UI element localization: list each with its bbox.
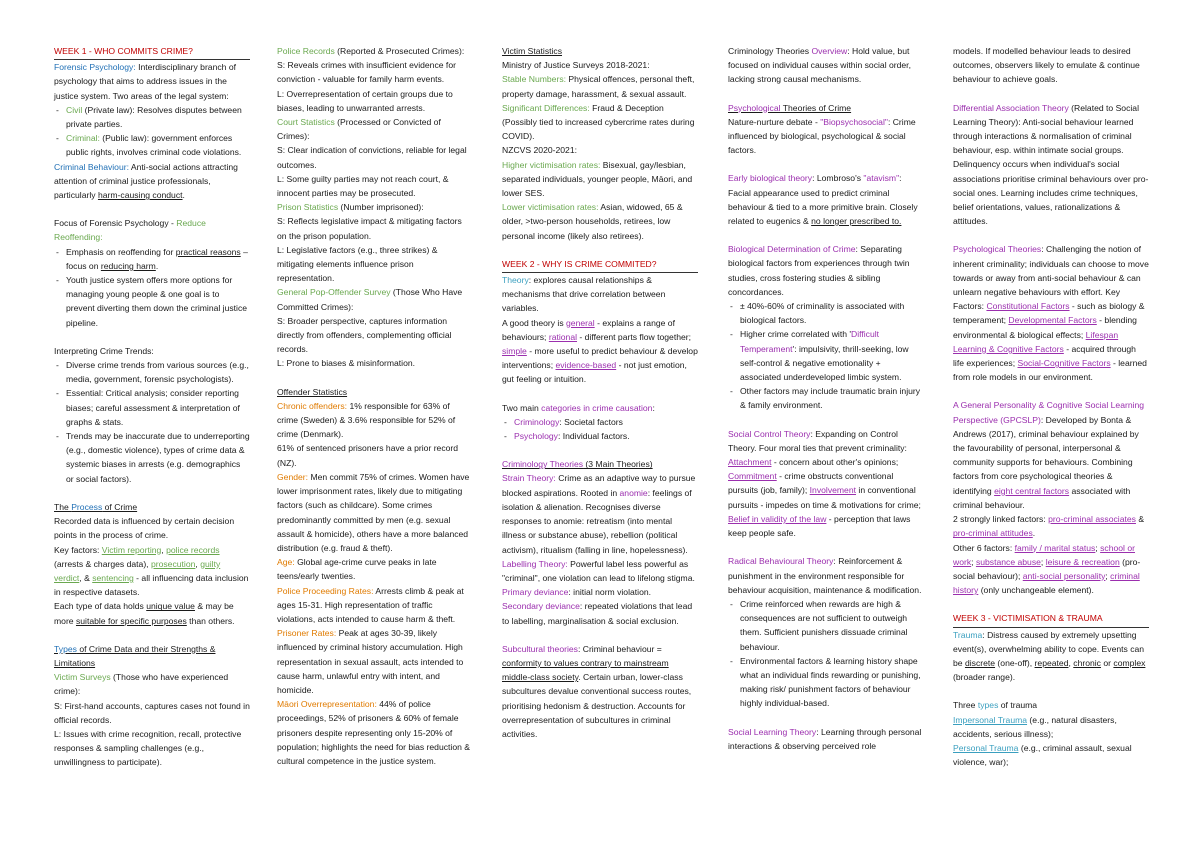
psych-theories-heading: Psychological Theories of Crime [728, 102, 852, 113]
police-records-limitation: L: Overrepresentation of certain groups due to biases, leading to unwarranted arrests. [277, 88, 453, 113]
social-control-para: Social Control Theory: Expanding on Control Theory. Four moral ties that prevent criminality: Attachment - concern about other's opinions; Commitment - crime obstructs conventional pursuits (job, family); Involvement in conventional pursuits - impedes on time & motivations for crime; Belief in validity of the law - perception that laws keep people safe. [728, 428, 921, 539]
court-stats-para: Court Statistics (Processed or Convicted of Crimes): [277, 117, 441, 142]
focus-heading: Focus of Forensic Psychology - Reduce Reoffending: [54, 218, 206, 243]
victim-stats-heading: Victim Statistics [502, 46, 563, 56]
bio-list [728, 299, 924, 413]
list-item: - Crime reinforced when rewards are high & consequences are not sufficient to outweigh them. Sufficient punishers dissuade criminal behaviour. [728, 597, 924, 654]
gen-pop-strength: S: Broader perspective, captures information directly from offenders, complementing official records. [277, 315, 452, 355]
social-learning-para: Social Learning Theory: Learning through personal interactions & observing perceived role [728, 726, 922, 751]
overview-para: Criminology Theories Overview: Hold value, but focused on individual causes within social order, lacking strong causal mechanisms. [728, 46, 911, 85]
prison-stats-para: Prison Statistics (Number imprisoned): [277, 202, 424, 213]
list-item: - Criminal: (Public law): government enforces public rights, involves criminal code violations. [54, 131, 250, 159]
stable-numbers-para: Stable Numbers: Physical offences, personal theft, property damage, harassment, & sexual assault. [502, 74, 695, 99]
week-1-heading: WEEK 1 - WHO COMMITS CRIME? [54, 44, 250, 60]
chronic-offenders-para: Chronic offenders: 1% responsible for 63% of crime (Sweden) & 3.6% responsible for 52% of crime (Denmark). [277, 400, 456, 440]
gen-pop-limitation: L: Prone to biases & misinformation. [277, 358, 416, 369]
column-5 [953, 44, 1149, 769]
week-2-heading: WEEK 2 - WHY IS CRIME COMMITED? [502, 257, 698, 273]
maori-para: Māori Overrepresentation: 44% of police proceedings, 52% of prisoners & 60% of female prisoners despite representing only 15-20% of population; highlights the need for bias reduction & cultural competence in the justice system. [277, 699, 471, 766]
significant-diff-para: Significant Differences: Fraud & Deception (Possibly tied to increased cybercrime rates during COVID). [502, 102, 695, 142]
gpcslp-para: A General Personality & Cognitive Social Learning Perspective (GPCSLP): Developed by Bonta & Andrews (2017), criminal behaviour explained by the favourability of personal, interpersonal & community supports for behaviours. Combining factors from core psychological theories & identifying eight central factors associated with criminal behaviour. [953, 400, 1145, 510]
moj-surveys: Ministry of Justice Surveys 2018-2021: [502, 60, 650, 71]
nzcvs-heading: NZCVS 2020-2021: [502, 145, 577, 156]
column-1 [54, 44, 250, 770]
secondary-deviance-para: Secondary deviance: repeated violations that lead to labelling, marginalisation & social exclusion. [502, 601, 693, 626]
trauma-para: Trauma: Distress caused by extremely upsetting event(s), overwhelming ability to cope. Events can be discrete (one-off), repeated, chronic or complex (broader range). [953, 629, 1146, 683]
other-factors-para: Other 6 factors: family / marital status; school or work; substance abuse; leisure & recreation (pro-social behaviour); anti-social personality; criminal history (only unchangeable element). [953, 542, 1141, 596]
list-item: - Civil (Private law): Resolves disputes between private parties. [54, 103, 250, 131]
list-item: - Higher crime correlated with 'Difficult Temperament': impulsivity, thrill-seeking, low self-control & negative emotionality + associated underdeveloped limbic system. [728, 327, 924, 384]
forensic-psychology-para: Forensic Psychology: Interdisciplinary branch of psychology that aims to address issues in the justice system. Two areas of the legal system: [54, 62, 236, 101]
list-item: - ± 40%-60% of criminality is associated with biological factors. [728, 299, 924, 327]
key-factors-para: Key factors: Victim reporting, police records (arrests & charges data), prosecution, guilty verdict, & sentencing - all influencing data inclusion in respective datasets. [54, 544, 249, 598]
radical-list [728, 597, 924, 711]
trauma-types-heading: Three types of trauma [953, 700, 1038, 711]
two-main-heading: Two main categories in crime causation: [502, 402, 655, 413]
week-3-heading: WEEK 3 - VICTIMISATION & TRAUMA [953, 611, 1149, 627]
bio-determination-para: Biological Determination of Crime: Separating biological factors from experiences through twin studies, cross fostering studies & sibling concordances. [728, 244, 910, 297]
two-factors-para: 2 strongly linked factors: pro-criminal associates & pro-criminal attitudes. [953, 514, 1145, 539]
age-para: Age: Global age-crime curve peaks in late teens/early twenties. [277, 557, 437, 582]
continuation-para: models. If modelled behaviour leads to desired outcomes, observers likely to emulate & continue behaviour to achieve goals. [953, 46, 1140, 85]
early-bio-para: Early biological theory: Lombroso's "atavism": Facial appearance used to predict criminal behaviour & tied to a more primitive brain. Closely related to eugenics & no longer prescribed to. [728, 173, 918, 227]
victim-surveys-strength: S: First-hand accounts, captures cases not found in official records. [54, 700, 250, 725]
victim-surveys-para: Victim Surveys (Those who have experienced crime): [54, 672, 229, 697]
victim-surveys-limitation: L: Issues with crime recognition, recall, protective responses & sampling challenges (e.g., unwillingness to participate). [54, 728, 242, 768]
lower-victimisation-para: Lower victimisation rates: Asian, widowed, 65 & older, >two-person households, retirees, low personal income (likely also retirees). [502, 202, 683, 241]
police-records-para: Police Records (Reported & Prosecuted Crimes): [277, 46, 465, 56]
criminology-theories-heading: Criminology Theories (3 Main Theories) [502, 459, 653, 470]
column-4 [728, 44, 924, 753]
process-text: Recorded data is influenced by certain decision points in the process of crime. [54, 516, 235, 541]
list-item: - Psychology: Individual factors. [502, 429, 698, 443]
column-2 [277, 44, 473, 768]
legal-areas-list [54, 103, 250, 160]
trends-heading: Interpreting Crime Trends: [54, 345, 154, 356]
police-proceeding-para: Police Proceeding Rates: Arrests climb & peak at ages 15-31. High representation of traffic violations, acts intended to cause harm & theft. [277, 585, 464, 624]
higher-victimisation-para: Higher victimisation rates: Bisexual, gay/lesbian, separated individuals, younger people, Māori, and lower SES. [502, 159, 693, 199]
column-3 [502, 44, 698, 741]
subcultural-para: Subcultural theories: Criminal behaviour = conformity to values contrary to mainstream middle-class society. Certain urban, lower-class subcultures devalue conventional success routes, prioritising hedonism & destruction. Accounts for overrepresentation of subcultures in criminal activities. [502, 643, 692, 739]
list-item: - Criminology: Societal factors [502, 415, 698, 429]
labelling-theory-para: Labelling Theory: Powerful label less powerful as "criminal", one violation can lead to lifelong stigma. Primary deviance: initial norm violation. [502, 558, 695, 598]
gender-para: Gender: Men commit 75% of crimes. Women have lower imprisonment rates, likely due to mitigating factors (such as childcare). Some crimes predominantly committed by men (e.g. sexual assault & homicide), others have a more balanced distribution (e.g. fraud & theft). [277, 471, 470, 553]
good-theory-para: A good theory is general - explains a range of behaviours; rational - different parts flow together; simple - more useful to predict behaviour & develop interventions; evidence-based - not just emotion, gut feeling or intuition. [502, 317, 698, 385]
process-heading: The Process of Crime [54, 501, 138, 512]
list-item: - Other factors may include traumatic brain injury & family environment. [728, 384, 924, 412]
psych-theories-para: Psychological Theories: Challenging the notion of inherent criminality; individuals can choose to move towards or away from anti-social behaviour & can unlearn negative behaviours with effort. Key Factors: Constitutional Factors - such as biology & temperament; Developmental Factors - blending environmental & biological effects; Lifespan Learning & Cognitive Factors - acquired through life experiences; Social-Cognitive Factors - learned from role models in our environment. [953, 244, 1149, 383]
types-heading: Types of Crime Data and their Strengths & Limitations [54, 643, 216, 668]
personal-trauma-para: Personal Trauma (e.g., criminal assault, sexual violence, war); [953, 742, 1132, 768]
offender-stats-heading: Offender Statistics [277, 386, 348, 397]
list-item: - Essential: Critical analysis; consider reporting biases; careful assessment & interpretation of graphs & stats. [54, 386, 250, 429]
prison-stats-strength: S: Reflects legislative impact & mitigating factors on the prison population. [277, 216, 462, 241]
trends-list [54, 358, 250, 486]
focus-list [54, 245, 250, 330]
data-value-para: Each type of data holds unique value & may be more suitable for specific purposes than others. [54, 601, 235, 626]
impersonal-trauma-para: Impersonal Trauma (e.g., natural disasters, accidents, serious illness); [953, 714, 1117, 739]
list-item: - Environmental factors & learning history shape what an individual finds rewarding or punishing, making risk/ punishment factors of behaviour highly individual-based. [728, 654, 924, 711]
criminal-behaviour-para: Criminal Behaviour: Anti-social actions attracting attention of criminal justice professionals, particularly harm-causing conduct. [54, 161, 238, 201]
list-item: - Diverse crime trends from various sources (e.g., media, government, forensic psychologists). [54, 358, 250, 386]
causation-list [502, 415, 698, 443]
radical-behavioural-para: Radical Behavioural Theory: Reinforcement & punishment in the environment responsible for behaviour acquisition, maintenance & modification. [728, 556, 922, 595]
differential-association-para: Differential Association Theory (Related to Social Learning Theory): Anti-social behaviour learned through interactions & normalisation of criminal behaviour, esp. within intimate social groups. Delinquency occurs when individual's social associations prioritise criminal behaviours over pro-social ones. Learning includes crime techniques, belief orientations, values, rationalizations & attitudes. [953, 102, 1149, 227]
theory-para: Theory: explores causal relationships & mechanisms that drive correlation between variables. [502, 275, 666, 314]
list-item: - Emphasis on reoffending for practical reasons – focus on reducing harm. [54, 245, 250, 273]
strain-theory-para: Strain Theory: Crime as an adaptive way to pursue blocked aspirations. Rooted in anomie: feelings of isolation & alienation. Recognises diverse responses to anomie: retreatism (into mental illness or substance abuse), rebellion (political activism), ritualism (falling in line, hopelessness). [502, 473, 696, 555]
nature-nurture-para: Nature-nurture debate - "Biopsychosocial": Crime influenced by biological, psychological & social factors. [728, 116, 916, 156]
prisoner-rates-para: Prisoner Rates: Peak at ages 30-39, likely influenced by criminal history accumulation. High representation in sexual assault, acts intended to cause harm, unlawful entry with intent, and homicide. [277, 628, 464, 695]
gen-pop-para: General Pop-Offender Survey (Those Who Have Committed Crimes): [277, 287, 463, 312]
prior-record-para: 61% of sentenced prisoners have a prior record (NZ). [277, 443, 459, 468]
prison-stats-limitation: L: Legislative factors (e.g., three strikes) & mitigating elements influence prison representation. [277, 244, 438, 284]
police-records-strength: S: Reveals crimes with insufficient evidence for conviction - valuable for family harm events. [277, 60, 456, 85]
court-stats-limitation: L: Some guilty parties may not reach court, & innocent parties may be prosecuted. [277, 173, 449, 199]
court-stats-strength: S: Clear indication of convictions, reliable for legal outcomes. [277, 145, 467, 170]
list-item: - Trends may be inaccurate due to underreporting (e.g., domestic violence), types of crime data & systemic biases in arrests (e.g. demographics or social factors). [54, 429, 250, 486]
list-item: - Youth justice system offers more options for managing young people & one goal is to prevent diverting them down the criminal justice pipeline. [54, 273, 250, 330]
